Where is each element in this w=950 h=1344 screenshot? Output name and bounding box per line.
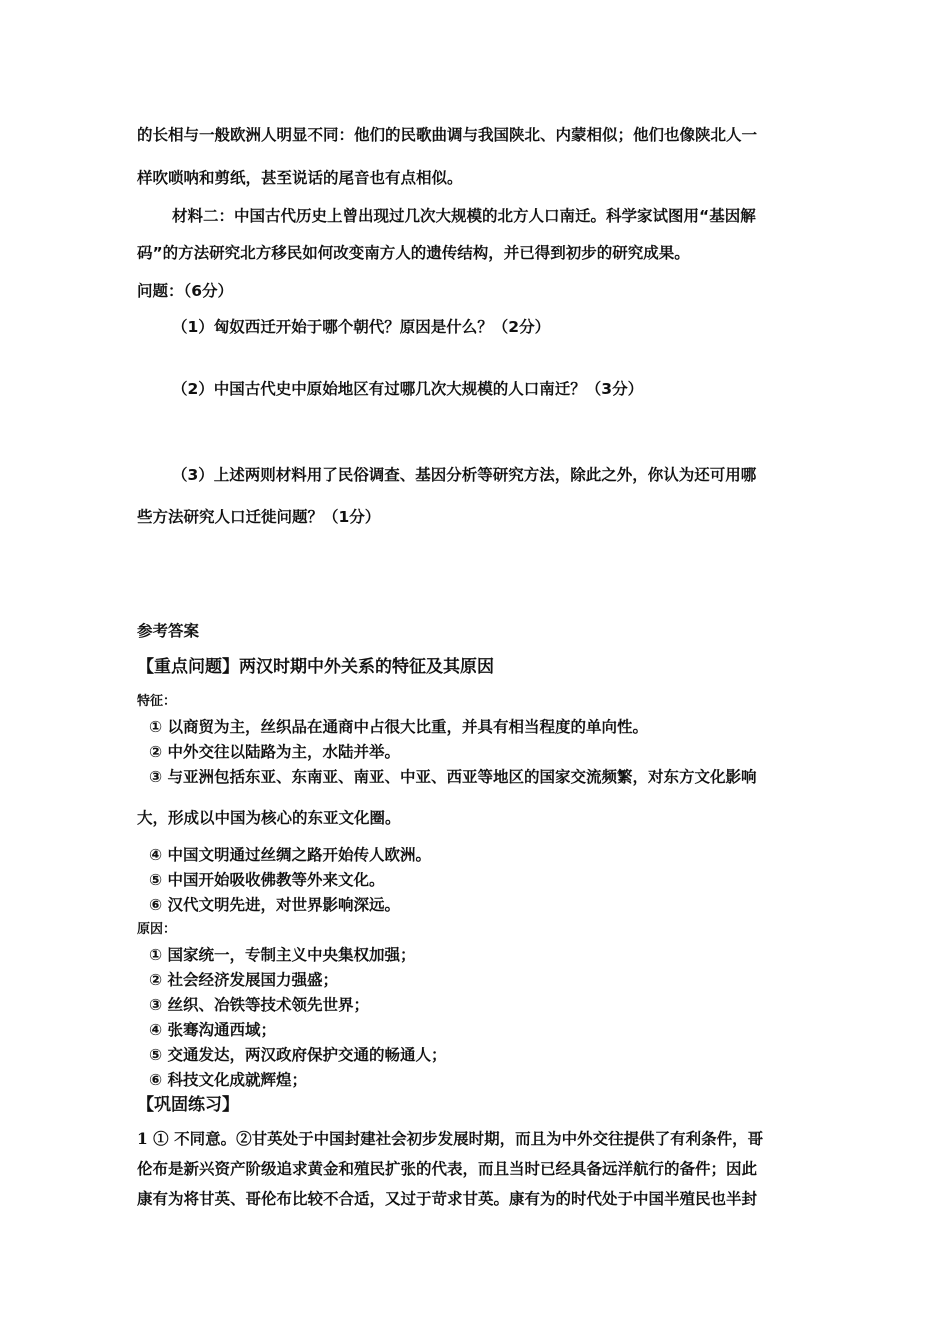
- reason-item: ② 社会经济发展国力强盛；: [149, 971, 339, 989]
- reason-item: ⑤ 交通发达，两汉政府保护交通的畅通人；: [149, 1046, 447, 1064]
- feature-item: ① 以商贸为主，丝织品在通商中占很大比重，并具有相当程度的单向性。: [149, 718, 649, 736]
- material-one-line-2: 样吹唢呐和剪纸，甚至说话的尾音也有点相似。: [137, 169, 463, 187]
- reason-item: ③ 丝织、冶铁等技术领先世界；: [149, 996, 370, 1014]
- reasons-label: 原因：: [137, 922, 177, 937]
- reason-item: ④ 张骞沟通西域；: [149, 1021, 277, 1039]
- practice-heading: 【巩固练习】: [137, 1095, 239, 1115]
- key-question-heading: 【重点问题】两汉时期中外关系的特征及其原因: [137, 657, 494, 677]
- reason-item: ⑥ 科技文化成就辉煌；: [149, 1071, 308, 1089]
- feature-item: ⑥ 汉代文明先进，对世界影响深远。: [149, 896, 401, 914]
- feature-item: ② 中外交往以陆路为主，水陆并举。: [149, 743, 401, 761]
- practice-line: 1 ① 不同意。②甘英处于中国封建社会初步发展时期，而且为中外交往提供了有利条件，哥: [137, 1129, 764, 1148]
- question-1: （1）匈奴西迁开始于哪个朝代？原因是什么？（2分）: [172, 318, 551, 336]
- material-one-line-1: 的长相与一般欧洲人明显不同：他们的民歌曲调与我国陕北、内蒙相似；他们也像陕北人一: [137, 126, 758, 144]
- material-two-line-1: 材料二：中国古代历史上曾出现过几次大规模的北方人口南迁。科学家试图用“基因解: [172, 207, 756, 225]
- feature-item: ③ 与亚洲包括东亚、东南亚、南亚、中亚、西亚等地区的国家交流频繁，对东方文化影响: [149, 768, 757, 786]
- question-3-line-1: （3）上述两则材料用了民俗调查、基因分析等研究方法，除此之外，你认为还可用哪: [172, 466, 757, 484]
- feature-item: ⑤ 中国开始吸收佛教等外来文化。: [149, 871, 385, 889]
- reason-item: ① 国家统一，专制主义中央集权加强；: [149, 946, 416, 964]
- question-3-line-2: 些方法研究人口迁徙问题？（1分）: [137, 508, 381, 526]
- practice-line: 康有为将甘英、哥伦布比较不合适，又过于苛求甘英。康有为的时代处于中国半殖民也半封: [137, 1189, 758, 1208]
- material-two-line-2: 码”的方法研究北方移民如何改变南方人的遗传结构，并已得到初步的研究成果。: [137, 244, 690, 262]
- answers-title: 参考答案: [137, 622, 200, 640]
- features-label: 特征：: [137, 694, 177, 709]
- questions-label: 问题：（6分）: [137, 282, 234, 300]
- question-2: （2）中国古代史中原始地区有过哪几次大规模的人口南迁？（3分）: [172, 380, 644, 398]
- practice-line: 伦布是新兴资产阶级追求黄金和殖民扩张的代表，而且当时已经具备远洋航行的备件；因此: [137, 1159, 758, 1178]
- feature-item: ④ 中国文明通过丝绸之路开始传人欧洲。: [149, 846, 432, 864]
- feature-item-continued: 大，形成以中国为核心的东亚文化圈。: [137, 809, 401, 827]
